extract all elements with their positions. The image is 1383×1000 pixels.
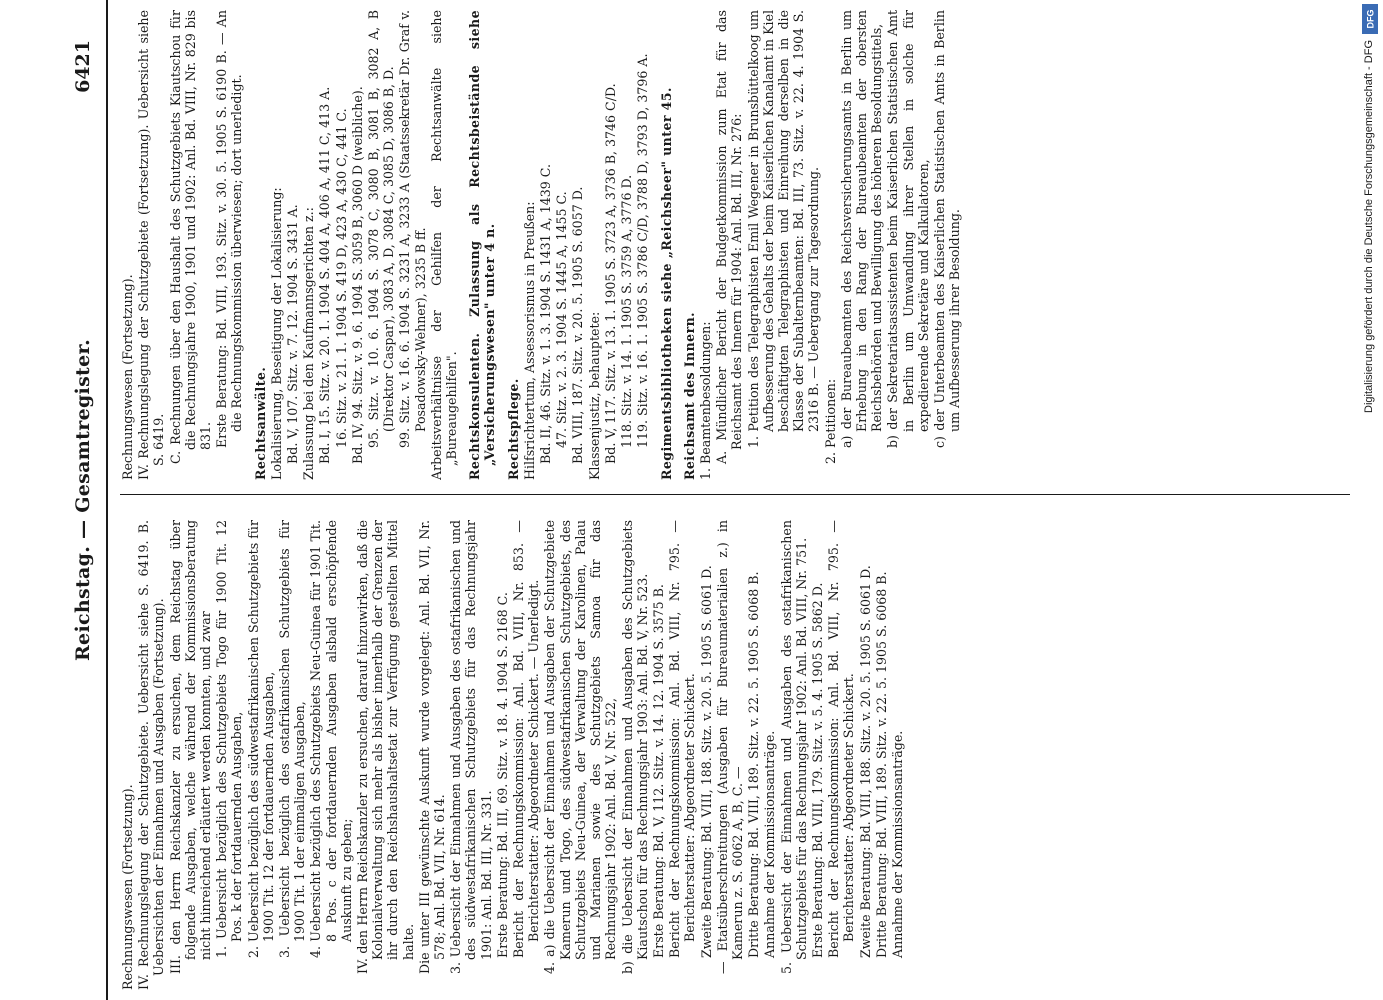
dfg-logo-text: DFG [1365, 9, 1375, 29]
two-column-body [120, 0, 1350, 1000]
column-divider [120, 494, 1350, 495]
index-entry: A. Mündlicher Bericht der Budgetkommission zum Etat für das Reichsamt des Innern für 1904: Anl. Bd. III, Nr. 276: [714, 10, 745, 464]
index-entry: Dritte Beratung: Bd. VIII, 189. Sitz. v. 22. 5. 1905 S. 6068 B. [873, 571, 889, 958]
index-heading: Rechtsanwälte. [252, 366, 268, 480]
index-entry: 119. Sitz. v. 16. 1. 1905 S. 3786 C/D, 3788 D, 3793 D, 3796 A. [635, 53, 651, 448]
left-column [120, 520, 1350, 990]
index-entry: Rechnungswesen (Fortsetzung). [120, 274, 135, 480]
index-entry: Zweite Beratung: Bd. VIII, 188. Sitz. v. 20. 5. 1905 S. 6061 D. [698, 565, 714, 958]
index-heading: Rechtspflege. [505, 378, 521, 480]
running-title: Reichstag. — Gesamtregister. [72, 338, 94, 662]
index-entry: 16. Sitz. v. 21. 1. 1904 S. 419 D, 423 A, 430 C, 441 C. [333, 108, 349, 448]
entry-spacer [246, 10, 253, 480]
index-entry: Hilfsrichtertum, Assessorismus in Preußen: [521, 201, 537, 480]
index-entry: 3. Uebersicht der Einnahmen und Ausgaben des ostafrikanischen und des südwestafrikanischen Schutzgebiets für das Rechnungsjahr 1901: Anl. Bd. III, Nr. 331. [448, 520, 494, 974]
index-entry: Dritte Beratung: Bd. VIII, 189. Sitz. v. 22. 5. 1905 S. 6068 B. [746, 571, 762, 958]
index-entry: IV. Rechnungslegung der Schutzgebiete (Fortsetzung). Uebersicht siehe S. 6419. [136, 10, 167, 480]
index-entry: Lokalisierung, Beseitigung der Lokalisierung: [268, 187, 284, 480]
index-heading: Rechtskonsulenten. Zulassung als Rechtsbeistände siehe „Versicherungswesen" unter 4 n. [467, 10, 498, 480]
index-entry: Zulassung bei den Kaufmannsgerichten z.: [301, 207, 317, 480]
index-heading: Regimentsbibliotheken siehe „Reichsheer" unter 45. [658, 87, 674, 480]
index-entry: 2. Petitionen: [822, 378, 838, 464]
index-entry: Bd. I, 15. Sitz. v. 20. 1. 1904 S. 404 A, 406 A, 411 C, 413 A. [317, 86, 333, 464]
index-entry: 1. Beamtenbesoldungen: [697, 321, 713, 480]
digitization-note-text: Digitalisierung gefördert durch die Deutsche Forschungsgemeinschaft - DFG [1363, 40, 1375, 413]
page-header [60, 0, 108, 1000]
index-entry: 1. Uebersicht bezüglich des Schutzgebiets Togo für 1900 Tit. 12 Pos. k der fortdauernden Ausgaben, [214, 520, 245, 958]
index-entry: 118. Sitz. v. 14. 1. 1905 S. 3759 A, 3776 D. [619, 174, 635, 448]
index-entry: Annahme der Kommissionsanträge. [889, 730, 905, 958]
index-entry: b) der Sekretariatsassistenten beim Kaiserlichen Statistischen Amt in Berlin um Umwandlung ihrer Stellen in solche für expedierende Sekretäre und Kalkulatoren, [885, 10, 931, 448]
entry-spacer [460, 10, 467, 480]
index-entry: III. den Herrn Reichskanzler zu ersuchen, dem Reichstag über folgende Ausgaben, welche während der Kommissionsberatung nicht hinreichend erläutert werden konnten, und zwar [167, 520, 214, 974]
index-entry: — Etatsüberschreitungen (Ausgaben für Bureaumaterialien z.) in Kamerun z. S. 6062 A, B, C. — [714, 520, 745, 974]
index-entry: Zweite Beratung: Bd. VIII, 188. Sitz. v. 20. 5. 1905 S. 6061 D. [857, 565, 873, 958]
index-entry: Erste Beratung: Bd. VIII, 179. Sitz. v. 5. 4. 1905 S. 5862 D. [809, 582, 825, 958]
index-entry: a) der Bureaubeamten des Reichsversicherungsamts in Berlin um Erhebung in den Rang der Bureaubeamten der obersten Reichsbehörden und Bewilligung des höheren Besoldungstitels, [838, 10, 885, 448]
index-entry: c) der Unterbeamten des Kaiserlichen Statistischen Amts in Berlin um Aufbesserung ihrer Besoldung. [931, 10, 963, 448]
index-entry: 95. Sitz. v. 10. 6. 1904 S. 3078 C, 3080 B, 3081 B, 3082 A, B (Direktor Caspar), 3083 A, D, 3084 C, 3085 D, 3086 B, D. [366, 10, 397, 448]
index-heading: Reichsamt des Innern. [681, 312, 697, 480]
index-entry: Annahme der Kommissionsanträge. [762, 730, 778, 958]
dfg-logo-icon [1362, 4, 1378, 34]
index-entry: Bd. V, 117. Sitz. v. 13. 1. 1905 S. 3723 A, 3736 B, 3746 C/D. [602, 83, 618, 464]
index-entry: 47. Sitz. v. 2. 3. 1904 S. 1445 A, 1455 C. [554, 191, 570, 448]
index-entry: 2. Uebersicht bezüglich des südwestafrikanischen Schutzgebiets für 1900 Tit. 12 der fortdauernden Ausgaben, [245, 520, 276, 958]
index-entry: Bericht der Rechnungskommission: Anl. Bd. VIII, Nr. 795. — Berichterstatter: Abgeordneter Schickert. [667, 520, 698, 958]
page-number: 6421 [72, 40, 94, 93]
index-page [60, 0, 1360, 1000]
digitization-note [1356, 0, 1382, 1000]
index-entry: Rechnungswesen (Fortsetzung). [120, 784, 135, 990]
index-entry: 4. Uebersicht bezüglich des Schutzgebiets Neu-Guinea für 1901 Tit. 8 Pos. c der fortdauernden Ausgaben alsbald erschöpfende Auskunft zu geben; [308, 520, 354, 958]
index-entry: Bericht der Rechnungskommission: Anl. Bd. VIII, Nr. 853. — Berichterstatter: Abgeordneter Schickert. — Unerledigt. [511, 520, 542, 958]
index-entry: Erste Beratung: Bd. V, 112. Sitz. v. 14. 12. 1904 S. 3575 B. [650, 584, 666, 958]
index-entry: 4. a) die Uebersicht der Einnahmen und Ausgaben der Schutzgebiete Kamerun und Togo, des südwestafrikanischen Schutzgebiets, des Schutzgebiets Neu-Guinea, der Verwaltung der Karolinen, Palau und Marianen sowie des Schutzgebiets Samoa für das Rechnungsjahr 1902: Anl. Bd. V, Nr. 522, [542, 520, 619, 974]
index-entry: Klassenjustiz, behauptete: [586, 311, 602, 480]
index-entry: Bd. V, 107. Sitz. v. 7. 12. 1904 S. 3431 A. [285, 204, 301, 464]
index-entry: Erste Beratung: Bd. III, 69. Sitz. v. 18. 4. 1904 S. 2168 C. [494, 592, 510, 958]
entry-spacer [652, 10, 659, 480]
index-entry: Bericht der Rechnungskommission: Anl. Bd. VIII, Nr. 795. — Berichterstatter: Abgeordneter Schickert. [826, 520, 857, 958]
index-entry: 1. Petition des Telegraphisten Emil Wegener in Brunsbüttelkoog um Aufbesserung des Gehalts der beim Kaiserlichen Kanalamt in Kiel beschäftigten Telegraphisten und Einreihung derselben in die Klasse der Subalternbeamten: Bd. III, 73. Sitz. v. 22. 4. 1904 S. 2316 B. — Uebergang zur Tagesordnung. [745, 10, 822, 448]
index-entry: IV. Rechnungslegung der Schutzgebiete. Uebersicht siehe S. 6419. B. Uebersichten der Einnahmen und Ausgaben (Fortsetzung). [136, 520, 167, 990]
index-entry: Erste Beratung: Bd. VIII, 193. Sitz. v. 30. 5. 1905 S. 6190 B. — An die Rechnungskommission überwiesen; dort unerledigt. [214, 10, 245, 448]
index-entry: 3. Uebersicht bezüglich des ostafrikanischen Schutzgebiets für 1900 Tit. 1 der einmaligen Ausgaben, [277, 520, 308, 958]
index-entry: Arbeitsverhältnisse der Gehilfen der Rechtsanwälte siehe „Bureaugehilfen". [428, 10, 460, 480]
entry-spacer [499, 10, 506, 480]
index-entry: Bd. II, 46. Sitz. v. 1. 3. 1904 S. 1431 A, 1439 C. [538, 164, 554, 464]
index-entry: C. Rechnungen über den Haushalt des Schutzgebiets Kiautschou für die Rechnungsjahre 1900, 1901 und 1902: Anl. Bd. VIII, Nr. 829 bis 831. [167, 10, 214, 464]
entry-spacer [675, 10, 682, 480]
index-entry: Bd. VIII, 187. Sitz. v. 20. 5. 1905 S. 6057 D. [570, 186, 586, 464]
index-entry: Die unter III gewünschte Auskunft wurde vorgelegt: Anl. Bd. VII, Nr. 578; Anl. Bd. VII, Nr. 614. [416, 520, 448, 974]
index-entry: b) die Uebersicht der Einnahmen und Ausgaben des Schutzgebiets Kiautschou für das Rechnungsjahr 1903: Anl. Bd. V, Nr. 523. [619, 520, 650, 974]
index-entry: 5. Uebersicht der Einnahmen und Ausgaben des ostafrikanischen Schutzgebiets für das Rechnungsjahr 1902: Anl. Bd. VIII, Nr. 751. [778, 520, 809, 974]
right-column [120, 10, 1350, 480]
index-entry: Bd. IV, 94. Sitz. v. 9. 6. 1904 S. 3059 B, 3060 D (weibliche). [349, 86, 365, 464]
index-entry: IV. den Herrn Reichskanzler zu ersuchen, darauf hinzuwirken, daß die Kolonialverwaltung sich mehr als bisher innerhalb der Grenzen der ihr durch den Reichshaushaltsetat zur Verfügung gestellten Mittel halte. [355, 520, 416, 974]
index-entry: 99. Sitz. v. 16. 6. 1904 S. 3231 A, 3233 A (Staatssekretär Dr. Graf v. Posadowsky-Wehner), 3235 B ff. [397, 10, 428, 448]
